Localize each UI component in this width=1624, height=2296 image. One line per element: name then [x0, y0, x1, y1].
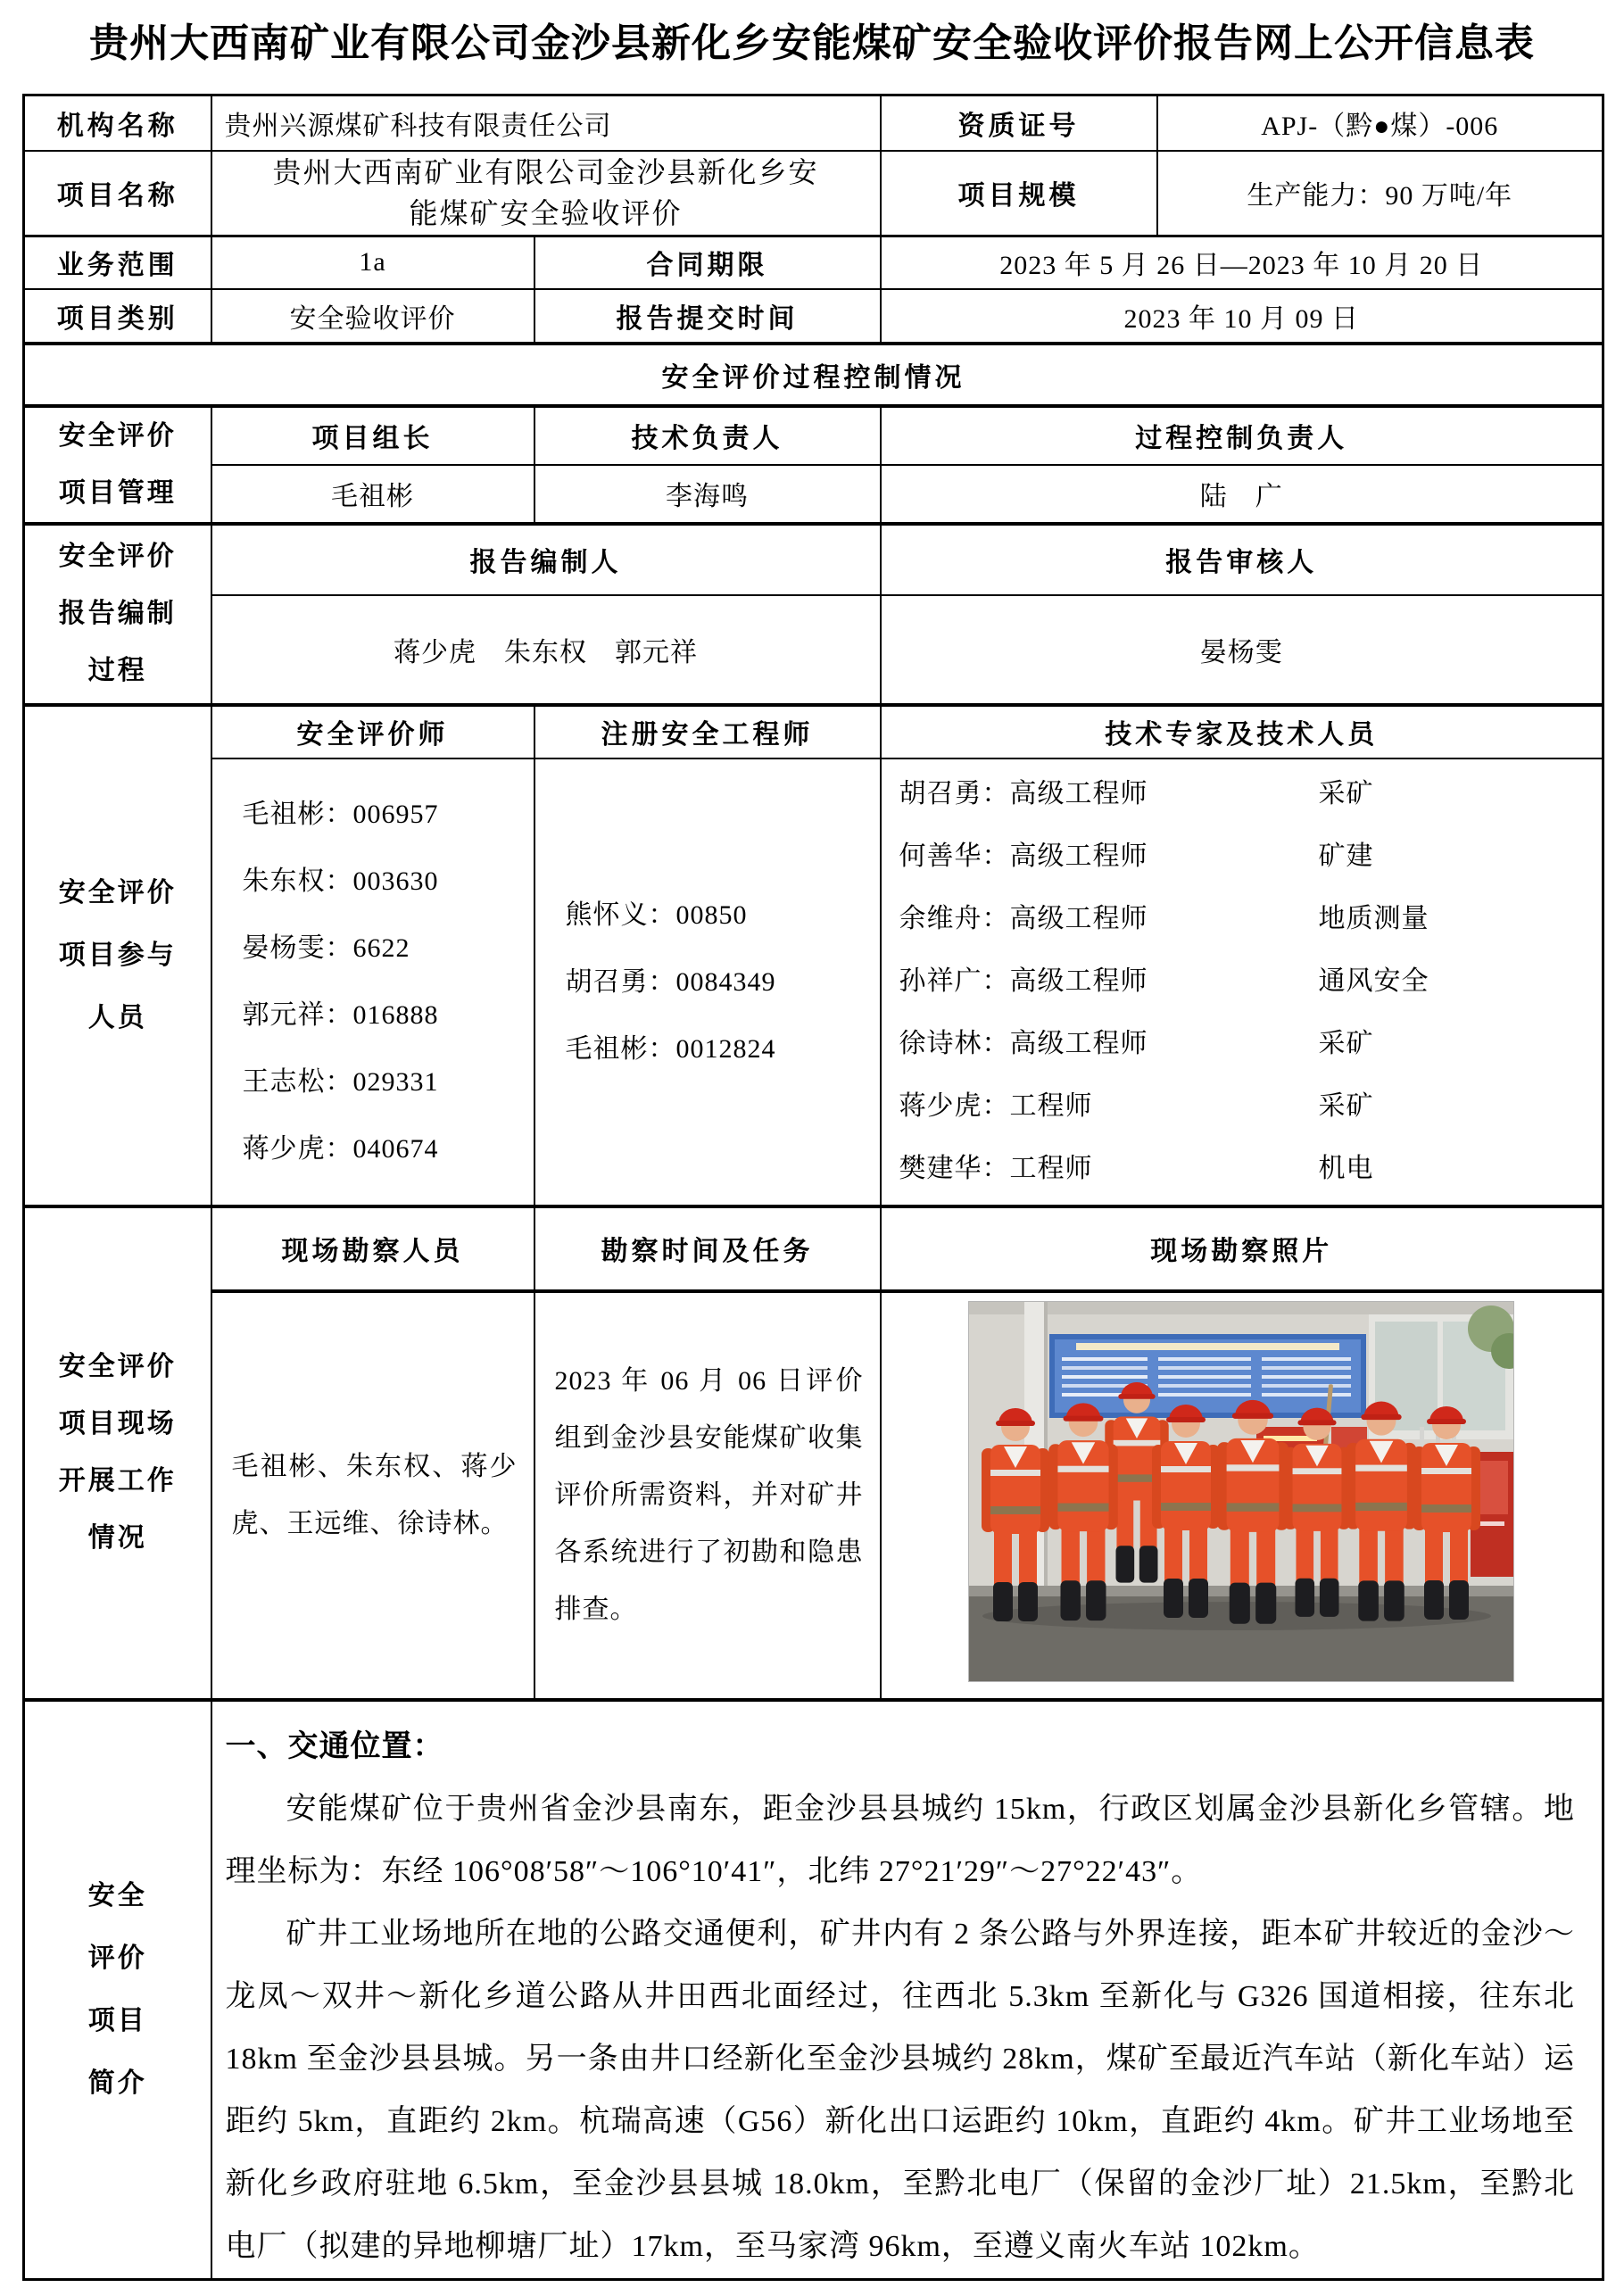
row-org [24, 95, 1603, 151]
leader-value: 毛祖彬 [211, 465, 534, 523]
personnel-label: 现场勘察人员 [211, 1206, 534, 1291]
compilation-side-line: 过程 [87, 656, 147, 685]
task-value: 2023 年 06 月 06 日评价组到金沙县安能煤矿收集评价所需资料，并对矿井各系统进行了初勘和隐患排查。 [534, 1291, 881, 1700]
expert-name-title: 余维舟：高级工程师 [899, 904, 1148, 933]
row-sitework-content [24, 1291, 1603, 1700]
expert-item [882, 1075, 1603, 1138]
process-header: 安全评价过程控制情况 [24, 344, 1603, 406]
page-title: 贵州大西南矿业有限公司金沙县新化乡安能煤矿安全验收评价报告网上公开信息表 [89, 21, 1535, 65]
row-compilation-values [24, 595, 1603, 705]
row-management-values [24, 465, 1603, 523]
writer-label: 报告编制人 [211, 524, 881, 595]
expert-item [882, 825, 1603, 888]
row-category [24, 289, 1603, 344]
row-compilation-header [24, 524, 1603, 595]
scope-label: 业务范围 [24, 236, 211, 289]
expert-item [882, 1138, 1603, 1200]
assessor-list [211, 758, 534, 1206]
assessor-item: 王志松：029331 [242, 1067, 439, 1097]
expert-field: 采矿 [1318, 1029, 1374, 1058]
engineer-list [534, 758, 881, 1206]
expert-name-title: 胡召勇：高级工程师 [899, 779, 1148, 808]
expert-field: 通风安全 [1318, 966, 1429, 996]
expert-item [882, 763, 1603, 825]
expert-name-title: 孙祥广：高级工程师 [899, 966, 1148, 996]
photo-label: 现场勘察照片 [881, 1206, 1603, 1291]
assessor-item: 晏杨雯：6622 [242, 933, 410, 963]
expert-name-title: 蒋少虎：工程师 [899, 1091, 1093, 1121]
compilation-side-line: 安全评价 [58, 542, 177, 571]
tech-label: 技术负责人 [534, 406, 881, 466]
compilation-side-label [24, 524, 211, 705]
scale-value: 生产能力：90 万吨/年 [1157, 151, 1603, 236]
assessor-label: 安全评价师 [211, 705, 534, 758]
row-scope [24, 236, 1603, 289]
sitework-side-line: 情况 [87, 1523, 147, 1553]
row-intro [24, 1700, 1603, 2280]
expert-field: 机电 [1318, 1154, 1374, 1183]
participants-side-line: 项目参与 [58, 940, 177, 970]
tech-value: 李海鸣 [534, 465, 881, 523]
compilation-side-line: 报告编制 [58, 599, 177, 628]
expert-item [882, 950, 1603, 1013]
contract-label: 合同期限 [534, 236, 881, 289]
submit-label: 报告提交时间 [534, 289, 881, 344]
control-label: 过程控制负责人 [881, 406, 1603, 466]
expert-item [882, 1013, 1603, 1075]
submit-value: 2023 年 10 月 09 日 [881, 289, 1603, 344]
expert-label: 技术专家及技术人员 [881, 705, 1603, 758]
writers-value: 蒋少虎 朱东权 郭元祥 [211, 595, 881, 705]
cert-value: APJ-（黔●煤）-006 [1157, 95, 1603, 151]
row-participants-lists [24, 758, 1603, 1206]
contract-value: 2023 年 5 月 26 日—2023 年 10 月 20 日 [881, 236, 1603, 289]
participants-side-line: 人员 [87, 1002, 147, 1032]
project-value: 贵州大西南矿业有限公司金沙县新化乡安能煤矿安全验收评价 [211, 151, 881, 236]
reviewer-value: 晏杨雯 [881, 595, 1603, 705]
scope-value: 1a [211, 236, 534, 289]
expert-field: 采矿 [1318, 1091, 1374, 1121]
site-survey-photo [968, 1301, 1514, 1682]
leader-label: 项目组长 [211, 406, 534, 466]
expert-field: 采矿 [1318, 779, 1374, 808]
org-label: 机构名称 [24, 95, 211, 151]
assessor-item: 朱东权：003630 [242, 866, 439, 896]
intro-side-line: 项目 [87, 2005, 147, 2035]
sitework-side-label [24, 1206, 211, 1700]
intro-side-line: 简介 [87, 2068, 147, 2098]
row-project [24, 151, 1603, 236]
expert-name-title: 何善华：高级工程师 [899, 841, 1148, 871]
expert-field: 地质测量 [1318, 904, 1429, 933]
expert-name-title: 樊建华：工程师 [899, 1154, 1093, 1183]
intro-heading: 一、交通位置： [225, 1729, 444, 1763]
category-label: 项目类别 [24, 289, 211, 344]
project-label: 项目名称 [24, 151, 211, 236]
sitework-side-line: 安全评价 [58, 1352, 177, 1381]
intro-side-label [24, 1700, 211, 2280]
engineer-label: 注册安全工程师 [534, 705, 881, 758]
engineer-item: 毛祖彬：0012824 [565, 1033, 776, 1064]
assessor-item: 毛祖彬：006957 [242, 800, 439, 829]
cert-label: 资质证号 [881, 95, 1157, 151]
org-value: 贵州兴源煤矿科技有限责任公司 [211, 95, 881, 151]
info-table [22, 94, 1604, 2281]
management-side-line: 安全评价 [58, 420, 177, 451]
scale-label: 项目规模 [881, 151, 1157, 236]
participants-side-line: 安全评价 [58, 877, 177, 908]
row-participants-header [24, 705, 1603, 758]
category-value: 安全验收评价 [211, 289, 534, 344]
row-process-header [24, 344, 1603, 406]
personnel-value: 毛祖彬、朱东权、蒋少虎、王远维、徐诗林。 [211, 1291, 534, 1700]
intro-side-line: 安全 [87, 1880, 147, 1911]
expert-item [882, 888, 1603, 950]
management-side-line: 项目管理 [58, 477, 177, 508]
task-label: 勘察时间及任务 [534, 1206, 881, 1291]
expert-name-title: 徐诗林：高级工程师 [899, 1029, 1148, 1058]
intro-content [211, 1700, 1603, 2280]
intro-side-line: 评价 [87, 1943, 147, 1973]
site-photo-cell [881, 1291, 1603, 1700]
assessor-item: 郭元祥：016888 [242, 1000, 439, 1030]
intro-paragraph: 安能煤矿位于贵州省金沙县南东，距金沙县县城约 15km，行政区划属金沙县新化乡管辖。地理坐标为：东经 106°08′58″～106°10′41″，北纬 27°21′29″～27°22′43″。 [225, 1792, 1575, 1888]
management-side-label [24, 406, 211, 524]
engineer-item: 胡召勇：0084349 [565, 966, 776, 997]
expert-field: 矿建 [1318, 841, 1374, 871]
reviewer-label: 报告审核人 [881, 524, 1603, 595]
sitework-side-line: 开展工作 [58, 1466, 177, 1496]
assessor-item: 蒋少虎：040674 [242, 1134, 439, 1164]
expert-list [881, 758, 1603, 1206]
control-value: 陆 广 [881, 465, 1603, 523]
participants-side-label [24, 705, 211, 1206]
sitework-side-line: 项目现场 [58, 1409, 177, 1438]
engineer-item: 熊怀义：00850 [565, 899, 748, 930]
row-management-header [24, 406, 1603, 466]
intro-paragraph: 矿井工业场地所在地的公路交通便利，矿井内有 2 条公路与外界连接，距本矿井较近的金沙～龙凤～双井～新化乡道公路从井田西北面经过，往西北 5.3km 至新化与 G326 国道相接，往东北 18km 至金沙县县城。另一条由井口经新化至金沙县城约 28km，煤矿至最近汽车站（新化车站）运距约 5km，直距约 2km。杭瑞高速（G56）新化出口运距约 10km，直距约 4km。矿井工业场地至新化乡政府驻地 6.5km，至金沙县县城 18.0km，至黔北电厂（保留的金沙厂址）21.5km，至黔北电厂（拟建的异地柳塘厂址）17km，至马家湾 96km，至遵义南火车站 102km。 [225, 1917, 1575, 2263]
row-sitework-header [24, 1206, 1603, 1291]
